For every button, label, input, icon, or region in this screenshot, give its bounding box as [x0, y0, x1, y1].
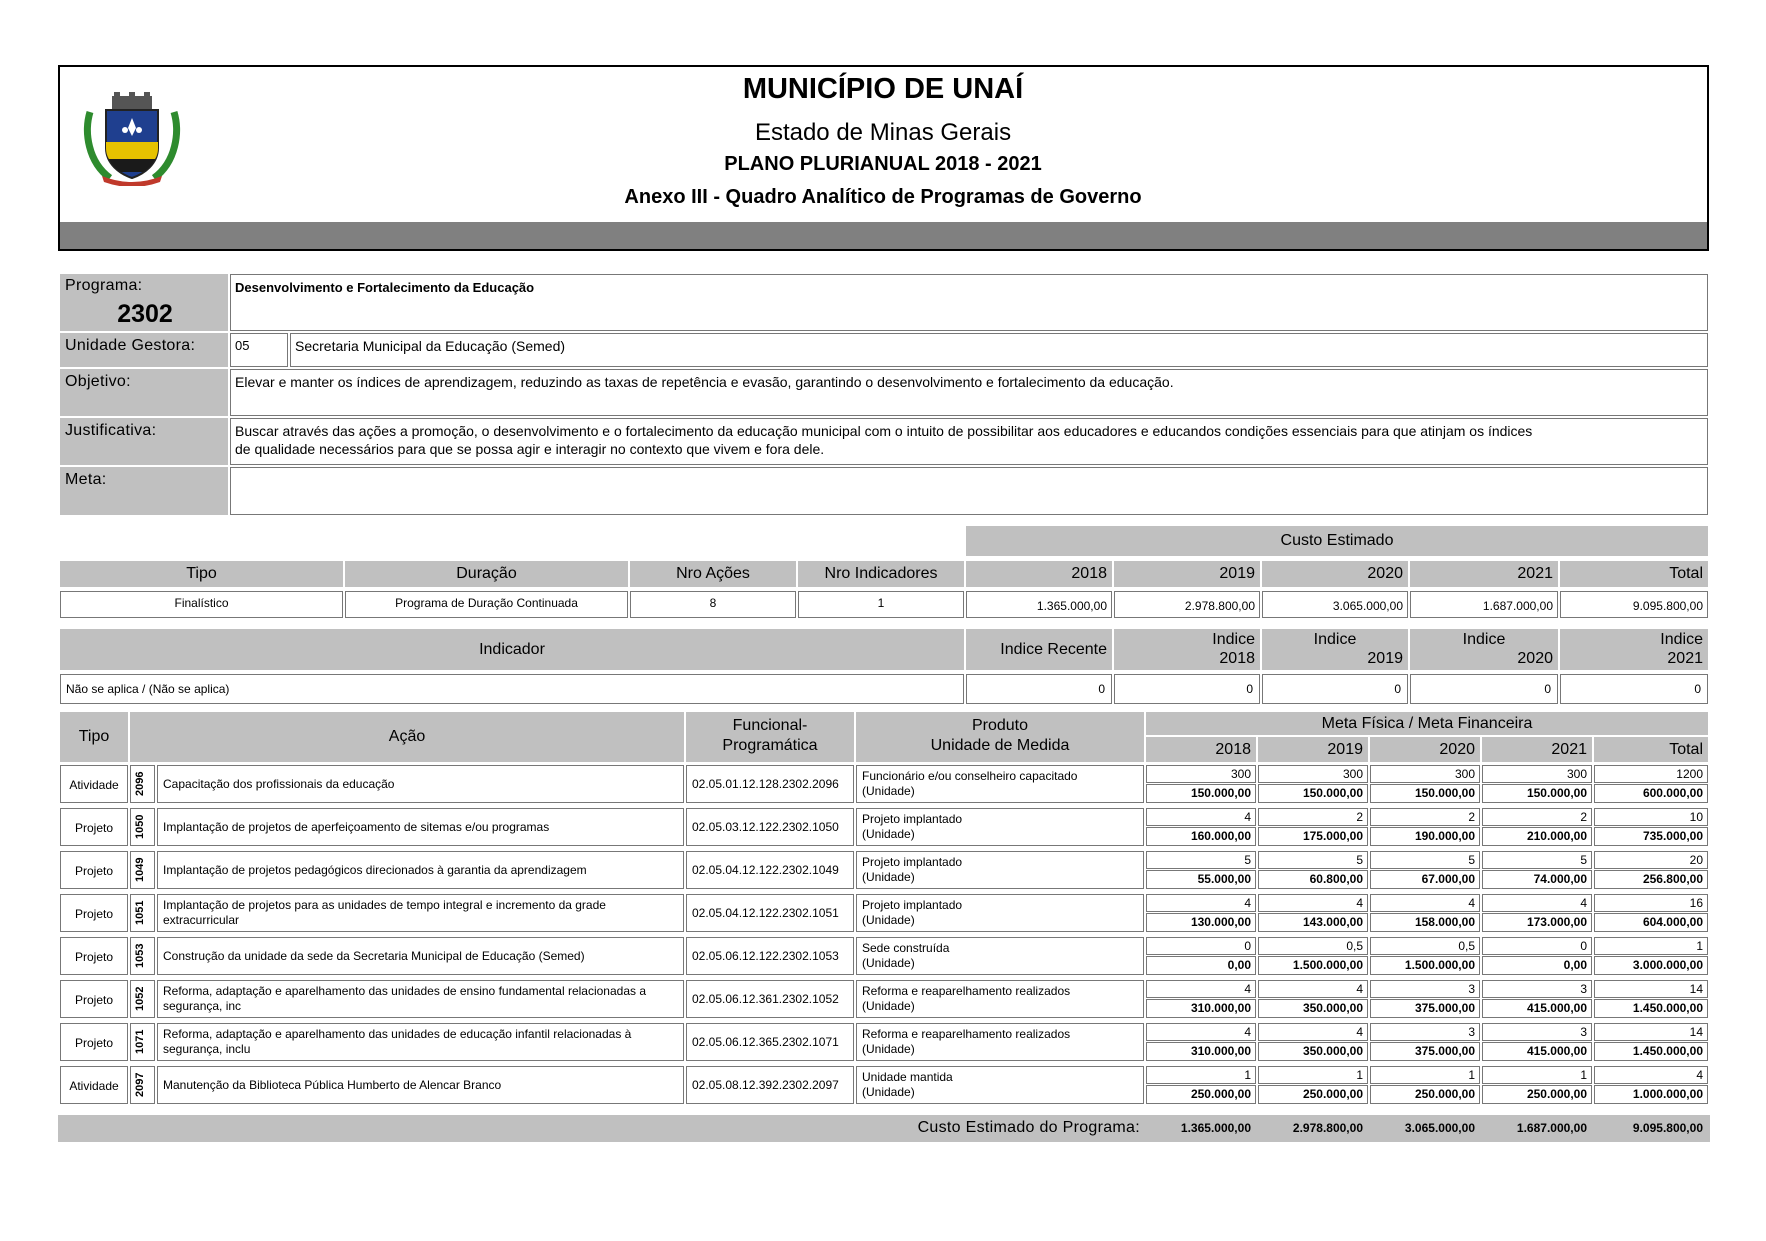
plano-title: PLANO PLURIANUAL 2018 - 2021: [724, 153, 1042, 175]
justificativa-label: Justificativa:: [65, 422, 157, 439]
acao-produto: Reforma e reaparelhamento realizados: [862, 1027, 1071, 1041]
acao-meta-financeira-2020: 1.500.000,00: [1370, 956, 1480, 975]
resumo-header-2020: 2020: [1262, 561, 1408, 587]
acao-produto-cell: [856, 1023, 1144, 1061]
indice-2020-header: [1410, 629, 1558, 670]
acao-meta-financeira-2020: 375.000,00: [1370, 1042, 1480, 1061]
acao-tipo: Projeto: [60, 894, 128, 932]
acao-tipo: Projeto: [60, 851, 128, 889]
acoes-header-funcional-b: Programática: [722, 737, 818, 754]
acao-meta-financeira-2021: 0,00: [1482, 956, 1592, 975]
acao-meta-fisica-2020: 300: [1370, 765, 1480, 783]
resumo-nro-indicadores: 1: [798, 591, 964, 618]
acao-meta-financeira-2019: 350.000,00: [1258, 1042, 1368, 1061]
acao-meta-financeira-2019: 150.000,00: [1258, 784, 1368, 803]
acao-unidade: (Unidade): [862, 913, 915, 927]
acao-produto: Projeto implantado: [862, 898, 963, 912]
acao-produto-cell: [856, 980, 1144, 1018]
acao-descricao-cell: [157, 1023, 684, 1061]
acao-descricao-cell: [157, 937, 684, 975]
acao-meta-financeira-2018: 310.000,00: [1146, 999, 1256, 1018]
acoes-header-year-2019: 2019: [1258, 737, 1368, 762]
acao-meta-fisica-2021: 300: [1482, 765, 1592, 783]
acao-funcional: 02.05.03.12.122.2302.1050: [686, 808, 854, 846]
acoes-header-produto-a: Produto: [971, 717, 1029, 734]
acao-descricao: Reforma, adaptação e aparelhamento das unidades de educação infantil relacionadas à: [163, 1027, 632, 1041]
acao-descricao-cont: segurança, inclu: [163, 1042, 251, 1056]
acao-meta-financeira-2018: 130.000,00: [1146, 913, 1256, 932]
acao-codigo: 1052: [134, 986, 146, 1012]
unidade-label: Unidade Gestora:: [65, 337, 196, 354]
acao-unidade: (Unidade): [862, 1042, 915, 1056]
acao-meta-financeira-total: 600.000,00: [1594, 784, 1708, 803]
acoes-header-funcional: [686, 712, 854, 762]
indice-2021-valor: 0: [1560, 674, 1708, 704]
indice-recente-header: Indice Recente: [966, 629, 1112, 670]
indice-2019-header-b: 2019: [1367, 650, 1403, 667]
acao-tipo: Projeto: [60, 980, 128, 1018]
acoes-header-acao: Ação: [130, 712, 684, 762]
acao-meta-financeira-2021: 74.000,00: [1482, 870, 1592, 889]
unidade-name: Secretaria Municipal da Educação (Semed): [295, 338, 566, 354]
total-valor-2020: 3.065.000,00: [1404, 1121, 1475, 1135]
indice-2020-header-a: Indice: [1462, 631, 1506, 648]
acao-meta-fisica-2020: 4: [1370, 894, 1480, 912]
acao-meta-fisica-2019: 5: [1258, 851, 1368, 869]
acoes-header-meta: Meta Física / Meta Financeira: [1146, 712, 1708, 735]
acao-descricao-cont: segurança, inc: [163, 999, 242, 1013]
resumo-custo-total: 9.095.800,00: [1560, 591, 1708, 618]
acao-meta-financeira-2020: 150.000,00: [1370, 784, 1480, 803]
indice-2018-header: [1114, 629, 1260, 670]
acao-funcional: 02.05.01.12.128.2302.2096: [686, 765, 854, 803]
acao-descricao: Capacitação dos profissionais da educação: [163, 777, 395, 791]
acao-meta-financeira-2020: 67.000,00: [1370, 870, 1480, 889]
acao-meta-financeira-total: 1.450.000,00: [1594, 999, 1708, 1018]
acao-meta-financeira-2019: 143.000,00: [1258, 913, 1368, 932]
acao-meta-financeira-2021: 210.000,00: [1482, 827, 1592, 846]
indice-2019-header-a: Indice: [1313, 631, 1357, 648]
coat-of-arms-logo: [82, 92, 182, 186]
acao-meta-financeira-2021: 415.000,00: [1482, 999, 1592, 1018]
acao-meta-fisica-total: 10: [1594, 808, 1708, 826]
acao-meta-fisica-2021: 4: [1482, 894, 1592, 912]
indice-2018-header-b: 2018: [1219, 650, 1255, 667]
acao-produto: Unidade mantida: [862, 1070, 953, 1084]
acao-meta-financeira-2021: 150.000,00: [1482, 784, 1592, 803]
acao-unidade: (Unidade): [862, 1085, 915, 1099]
acao-meta-fisica-total: 14: [1594, 1023, 1708, 1041]
acao-descricao-cell: [157, 1066, 684, 1104]
acao-meta-financeira-2018: 250.000,00: [1146, 1085, 1256, 1104]
acao-produto: Projeto implantado: [862, 855, 963, 869]
acao-produto: Funcionário e/ou conselheiro capacitado: [862, 769, 1078, 783]
acao-meta-financeira-2020: 158.000,00: [1370, 913, 1480, 932]
acao-meta-fisica-2019: 4: [1258, 1023, 1368, 1041]
justificativa-line-1: Buscar através das ações a promoção, o desenvolvimento e o fortalecimento da educação municipal com o intuito de possibilitar aos educadores e educandos condições essenciais para que atinjam os índices: [235, 423, 1533, 439]
acao-meta-fisica-2018: 5: [1146, 851, 1256, 869]
acao-codigo: 1053: [134, 943, 146, 969]
acao-meta-financeira-2020: 375.000,00: [1370, 999, 1480, 1018]
total-label: Custo Estimado do Programa:: [917, 1119, 1140, 1136]
acao-descricao-cell: [157, 894, 684, 932]
indice-2021-header-b: 2021: [1667, 650, 1703, 667]
acao-unidade: (Unidade): [862, 827, 915, 841]
acao-funcional: 02.05.04.12.122.2302.1051: [686, 894, 854, 932]
resumo-tipo: Finalístico: [60, 591, 343, 618]
acao-meta-fisica-2019: 1: [1258, 1066, 1368, 1084]
indice-2018-valor: 0: [1114, 674, 1260, 704]
acoes-header-year-total: Total: [1594, 737, 1708, 762]
resumo-header-nro-acoes: Nro Ações: [630, 561, 796, 587]
acao-produto-cell: [856, 1066, 1144, 1104]
acao-meta-financeira-total: 604.000,00: [1594, 913, 1708, 932]
acao-descricao-cell: [157, 808, 684, 846]
resumo-header-2021: 2021: [1410, 561, 1558, 587]
resumo-header-2019: 2019: [1114, 561, 1260, 587]
acao-tipo: Atividade: [60, 765, 128, 803]
acao-codigo: 2097: [134, 1072, 146, 1098]
acao-meta-financeira-2019: 250.000,00: [1258, 1085, 1368, 1104]
indice-2018-header-a: Indice: [1212, 631, 1255, 648]
acao-meta-fisica-2020: 2: [1370, 808, 1480, 826]
acao-produto: Projeto implantado: [862, 812, 963, 826]
acao-meta-fisica-total: 14: [1594, 980, 1708, 998]
acao-descricao-cell: [157, 851, 684, 889]
acao-meta-fisica-2021: 5: [1482, 851, 1592, 869]
resumo-custo-2020: 3.065.000,00: [1262, 591, 1408, 618]
anexo-title: Anexo III - Quadro Analítico de Programas de Governo: [624, 186, 1142, 208]
acao-meta-fisica-2019: 300: [1258, 765, 1368, 783]
total-valor-2019: 2.978.800,00: [1292, 1121, 1363, 1135]
justificativa-line-2: de qualidade necessários para que se possa agir e interagir no contexto que vivem e fora dele.: [235, 441, 825, 457]
acao-meta-fisica-2018: 0: [1146, 937, 1256, 955]
acao-meta-fisica-total: 16: [1594, 894, 1708, 912]
acao-tipo: Projeto: [60, 808, 128, 846]
acao-unidade: (Unidade): [862, 956, 915, 970]
acoes-header-tipo: Tipo: [60, 712, 128, 762]
acao-meta-fisica-2021: 0: [1482, 937, 1592, 955]
acao-funcional: 02.05.06.12.122.2302.1053: [686, 937, 854, 975]
objetivo-text: Elevar e manter os índices de aprendizagem, reduzindo as taxas de repetência e evasão, garantindo o desenvolvimento e fortalecimento da educação.: [235, 374, 1174, 390]
acao-descricao: Implantação de projetos para as unidades de tempo integral e incremento da grade: [163, 898, 606, 912]
acao-meta-financeira-total: 735.000,00: [1594, 827, 1708, 846]
acao-meta-fisica-total: 1200: [1594, 765, 1708, 783]
meta-cell: [230, 467, 1708, 515]
resumo-header-duracao: Duração: [345, 561, 628, 587]
meta-label: Meta:: [65, 471, 107, 488]
acao-meta-financeira-2020: 190.000,00: [1370, 827, 1480, 846]
acoes-header-year-2020: 2020: [1370, 737, 1480, 762]
acao-meta-fisica-2018: 4: [1146, 894, 1256, 912]
acoes-header-produto: [856, 712, 1144, 762]
acao-meta-fisica-2021: 3: [1482, 980, 1592, 998]
acao-descricao-cell: [157, 765, 684, 803]
acao-meta-financeira-2018: 55.000,00: [1146, 870, 1256, 889]
indice-2020-header-b: 2020: [1517, 650, 1553, 667]
acao-meta-fisica-2020: 1: [1370, 1066, 1480, 1084]
acao-produto-cell: [856, 937, 1144, 975]
acao-descricao: Implantação de projetos de aperfeiçoamento de sitemas e/ou programas: [163, 820, 550, 834]
indice-2019-valor: 0: [1262, 674, 1408, 704]
acao-meta-financeira-2018: 150.000,00: [1146, 784, 1256, 803]
custo-estimado-header: Custo Estimado: [966, 526, 1708, 556]
acao-meta-financeira-2019: 60.800,00: [1258, 870, 1368, 889]
acao-codigo: 1049: [134, 857, 146, 883]
acao-descricao: Implantação de projetos pedagógicos direcionados à garantia da aprendizagem: [163, 863, 587, 877]
acao-meta-financeira-2020: 250.000,00: [1370, 1085, 1480, 1104]
acao-codigo: 1050: [134, 814, 146, 840]
acao-descricao: Manutenção da Biblioteca Pública Humberto de Alencar Branco: [163, 1078, 502, 1092]
acao-unidade: (Unidade): [862, 999, 915, 1013]
acao-produto-cell: [856, 851, 1144, 889]
indicador-header: Indicador: [60, 629, 964, 670]
unidade-code: 05: [235, 338, 250, 353]
acao-meta-fisica-2019: 2: [1258, 808, 1368, 826]
acao-meta-financeira-total: 3.000.000,00: [1594, 956, 1708, 975]
acao-descricao-cell: [157, 980, 684, 1018]
acao-unidade: (Unidade): [862, 784, 915, 798]
resumo-duracao: Programa de Duração Continuada: [345, 591, 628, 618]
acao-tipo: Projeto: [60, 1023, 128, 1061]
acao-funcional: 02.05.06.12.365.2302.1071: [686, 1023, 854, 1061]
acao-meta-fisica-2021: 2: [1482, 808, 1592, 826]
indice-2021-header: [1560, 629, 1708, 670]
municipio-title: MUNICÍPIO DE UNAÍ: [742, 73, 1024, 105]
estado-title: Estado de Minas Gerais: [754, 119, 1012, 146]
indice-recente-valor: 0: [966, 674, 1112, 704]
acao-meta-fisica-2019: 4: [1258, 894, 1368, 912]
indice-2020-valor: 0: [1410, 674, 1558, 704]
acao-meta-fisica-2019: 4: [1258, 980, 1368, 998]
acao-meta-fisica-2018: 1: [1146, 1066, 1256, 1084]
acao-meta-fisica-2020: 3: [1370, 1023, 1480, 1041]
acao-produto: Sede construída: [862, 941, 950, 955]
acoes-header-year-2021: 2021: [1482, 737, 1592, 762]
acao-meta-financeira-2018: 310.000,00: [1146, 1042, 1256, 1061]
programa-label: Programa:: [65, 277, 143, 294]
total-valor-2021: 1.687.000,00: [1516, 1121, 1587, 1135]
acao-funcional: 02.05.06.12.361.2302.1052: [686, 980, 854, 1018]
resumo-header-2018: 2018: [966, 561, 1112, 587]
acao-tipo: Atividade: [60, 1066, 128, 1104]
total-valor-2018: 1.365.000,00: [1180, 1121, 1251, 1135]
acao-meta-fisica-2021: 1: [1482, 1066, 1592, 1084]
indice-2021-header-a: Indice: [1660, 631, 1703, 648]
acao-descricao: Construção da unidade da sede da Secretaria Municipal de Educação (Semed): [163, 949, 585, 963]
acao-meta-financeira-2018: 0,00: [1146, 956, 1256, 975]
acao-meta-fisica-2020: 0,5: [1370, 937, 1480, 955]
acao-meta-financeira-2021: 250.000,00: [1482, 1085, 1592, 1104]
acao-meta-financeira-2018: 160.000,00: [1146, 827, 1256, 846]
acao-meta-fisica-2020: 3: [1370, 980, 1480, 998]
acoes-header-year-2018: 2018: [1146, 737, 1256, 762]
acao-produto-cell: [856, 808, 1144, 846]
acao-produto-cell: [856, 765, 1144, 803]
acoes-header-funcional-a: Funcional-: [732, 717, 808, 734]
acao-meta-financeira-2021: 415.000,00: [1482, 1042, 1592, 1061]
programa-name: Desenvolvimento e Fortalecimento da Educação: [235, 280, 535, 295]
acao-descricao: Reforma, adaptação e aparelhamento das unidades de ensino fundamental relacionadas a: [163, 984, 646, 998]
acao-codigo: 1051: [134, 900, 146, 926]
acao-funcional: 02.05.08.12.392.2302.2097: [686, 1066, 854, 1104]
acao-meta-fisica-2020: 5: [1370, 851, 1480, 869]
acao-meta-fisica-total: 20: [1594, 851, 1708, 869]
acao-meta-fisica-2018: 300: [1146, 765, 1256, 783]
acao-unidade: (Unidade): [862, 870, 915, 884]
acao-meta-financeira-2021: 173.000,00: [1482, 913, 1592, 932]
total-valor-total: 9.095.800,00: [1632, 1121, 1703, 1135]
acao-meta-fisica-2018: 4: [1146, 980, 1256, 998]
indice-2019-header: [1262, 629, 1408, 670]
acao-produto-cell: [856, 894, 1144, 932]
acao-tipo: Projeto: [60, 937, 128, 975]
acao-meta-fisica-total: 4: [1594, 1066, 1708, 1084]
acao-funcional: 02.05.04.12.122.2302.1049: [686, 851, 854, 889]
resumo-custo-2018: 1.365.000,00: [966, 591, 1112, 618]
resumo-nro-acoes: 8: [630, 591, 796, 618]
acao-meta-financeira-total: 1.450.000,00: [1594, 1042, 1708, 1061]
indicador-nome: Não se aplica / (Não se aplica): [60, 674, 964, 704]
acao-meta-fisica-total: 1: [1594, 937, 1708, 955]
resumo-header-tipo: Tipo: [60, 561, 343, 587]
acoes-header-produto-b: Unidade de Medida: [930, 737, 1070, 754]
header-gray-band: [60, 222, 1707, 249]
programa-code: 2302: [117, 300, 173, 328]
acao-meta-financeira-total: 256.800,00: [1594, 870, 1708, 889]
acao-produto: Reforma e reaparelhamento realizados: [862, 984, 1071, 998]
objetivo-label: Objetivo:: [65, 373, 131, 390]
resumo-custo-2021: 1.687.000,00: [1410, 591, 1558, 618]
acao-meta-fisica-2018: 4: [1146, 808, 1256, 826]
resumo-custo-2019: 2.978.800,00: [1114, 591, 1260, 618]
acao-meta-fisica-2019: 0,5: [1258, 937, 1368, 955]
resumo-header-total: Total: [1560, 561, 1708, 587]
acao-descricao-cont: extracurricular: [163, 913, 240, 927]
acao-meta-fisica-2018: 4: [1146, 1023, 1256, 1041]
acao-meta-fisica-2021: 3: [1482, 1023, 1592, 1041]
acao-meta-financeira-2019: 175.000,00: [1258, 827, 1368, 846]
acao-codigo: 2096: [134, 771, 146, 797]
acao-meta-financeira-2019: 350.000,00: [1258, 999, 1368, 1018]
resumo-header-nro-indicadores: Nro Indicadores: [798, 561, 964, 587]
acao-meta-financeira-2019: 1.500.000,00: [1258, 956, 1368, 975]
acao-codigo: 1071: [134, 1029, 146, 1055]
acao-meta-financeira-total: 1.000.000,00: [1594, 1085, 1708, 1104]
